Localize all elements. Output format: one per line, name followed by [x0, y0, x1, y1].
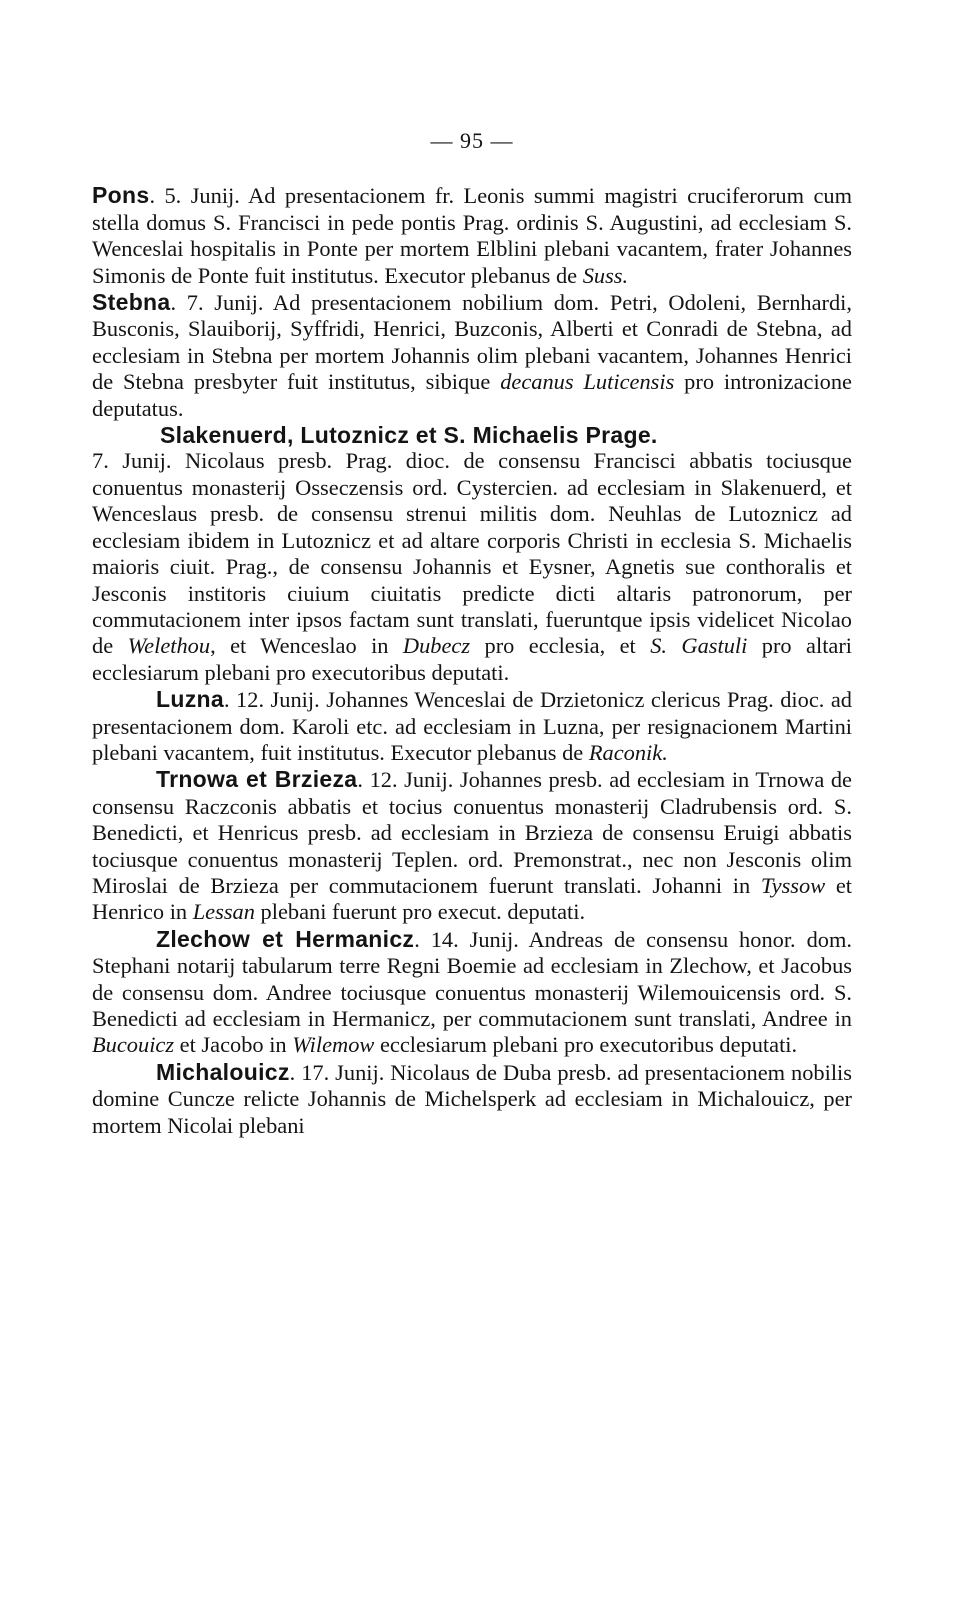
- place-heading: Luzna: [156, 686, 224, 713]
- place-heading: Trnowa et Brzieza: [156, 766, 358, 793]
- document-page: [92, 128, 852, 1139]
- entry-pons: [92, 182, 852, 289]
- entry-text: et Jacobo in: [174, 1032, 293, 1058]
- page-number: — 95 —: [430, 128, 514, 153]
- entry-michalouicz: [92, 1059, 852, 1139]
- italic-name: Tyssow: [760, 872, 826, 898]
- entry-text: . 14. Junij. Andreas de consensu honor. dom. Stephani notarij tabularum terre Regni Boemie ad ecclesiam in Zlechow, et Jacobus de consensu dom. Andree tociusque conuentus monasterij Wilemouicensis ord. S. Benedicti ad ecclesiam in Hermanicz, per commutacionem sunt translati, Andree in: [92, 926, 852, 1031]
- italic-name: Dubecz: [402, 633, 471, 659]
- entry-text: pro intronizacione deputatus.: [92, 369, 852, 421]
- place-heading: Zlechow et Hermanicz: [156, 925, 415, 952]
- place-heading: Pons: [92, 182, 150, 209]
- italic-name: Wilemow: [292, 1032, 375, 1058]
- place-heading: Michalouicz: [156, 1058, 290, 1085]
- entry-text: ecclesiarum plebani pro executoribus deputati.: [374, 1032, 798, 1058]
- entry-text: . 12. Junij. Johannes presb. ad ecclesiam in Trnowa de consensu Raczconis abbatis et tocius conuentus monasterij Cladrubensis ord. S. Benedicti, et Henricus presb. ad ecclesiam in Brzieza de consensu Eruigi abbatis tociusque conuentus monasterij Teplen. ord. Premonstrat., nec non Jesconis olim Miroslai de Brzieza per commutacionem fuerunt translati. Johanni in: [92, 767, 852, 898]
- italic-name: Bucouicz: [92, 1032, 175, 1058]
- entry-luzna: [92, 686, 852, 766]
- italic-name: Welethou: [127, 633, 211, 659]
- entry-text: . 12. Junij. Johannes Wenceslai de Drzietonicz clericus Prag. dioc. ad presentacionem dom. Karoli etc. ad ecclesiam in Luzna, per resignacionem Martini plebani vacantem, fuit institutus. Executor plebanus de: [92, 687, 852, 765]
- entry-text: . 5. Junij. Ad presentacionem fr. Leonis summi magistri cruciferorum cum stella domus S. Francisci in pede pontis Prag. ordinis S. Augustini, ad ecclesiam S. Wenceslai hospitalis in Ponte per mortem Elblini plebani vacantem, frater Johannes Simonis de Ponte fuit institutus. Executor plebanus de: [92, 183, 852, 288]
- entry-text: pro altari ecclesiarum plebani pro executoribus deputati.: [92, 633, 853, 685]
- entry-stebna: [92, 289, 852, 422]
- place-heading: Slakenuerd, Lutoznicz et S. Michaelis Prage.: [160, 422, 658, 449]
- entry-text: . 7. Junij. Ad presentacionem nobilium dom. Petri, Odoleni, Bernhardi, Busconis, Slauiborij, Syffridi, Henrici, Buzconis, Alberti et Conradi de Stebna, ad ecclesiam in Stebna per mortem Johannis olim plebani vacantem, Johannes Henrici de Stebna presbyter fuit institutus, sibique: [92, 290, 852, 395]
- italic-name: S. Gastuli: [650, 633, 748, 659]
- entry-slakenuerd: [92, 422, 852, 686]
- entry-text: . 17. Junij. Nicolaus de Duba presb. ad presentacionem nobilis domine Cuncze relicte Johannis de Michelsperk ad ecclesiam in Michalouicz, per mortem Nicolai plebani: [92, 1059, 852, 1138]
- entry-trnowa: [92, 766, 852, 925]
- italic-name: Raconik.: [588, 739, 668, 765]
- italic-name: decanus Luticensis: [500, 369, 675, 395]
- entry-text: 7. Junij. Nicolaus presb. Prag. dioc. de consensu Francisci abbatis tociusque conuentus monasterij Osseczensis ord. Cystercien. ad ecclesiam in Slakenuerd, et Wenceslaus presb. de consensu strenui militis dom. Neuhlas de Lutoznicz ad ecclesiam ibidem in Lutoznicz et ad altare corporis Christi in ecclesia S. Michaelis maioris ciuit. Prag., de consensu Johannis et Eysner, Agnetis sue conthoralis et Jesconis institoris ciuium ciuitatis predicte dicti altaris patronorum, per commutacionem inter ipsos factam sunt translati, fueruntque ipsis videlicet Nicolao de: [92, 448, 852, 659]
- entry-text: plebani fuerunt pro execut. deputati.: [254, 899, 586, 925]
- entry-text: , et Wenceslao in: [210, 633, 403, 659]
- italic-name: Suss.: [582, 262, 629, 288]
- entry-text: et Henrico in: [92, 872, 852, 925]
- italic-name: Lessan: [192, 899, 255, 925]
- place-heading: Stebna: [92, 289, 171, 316]
- entry-text: pro ecclesia, et: [470, 633, 651, 659]
- entry-zlechow: [92, 926, 852, 1059]
